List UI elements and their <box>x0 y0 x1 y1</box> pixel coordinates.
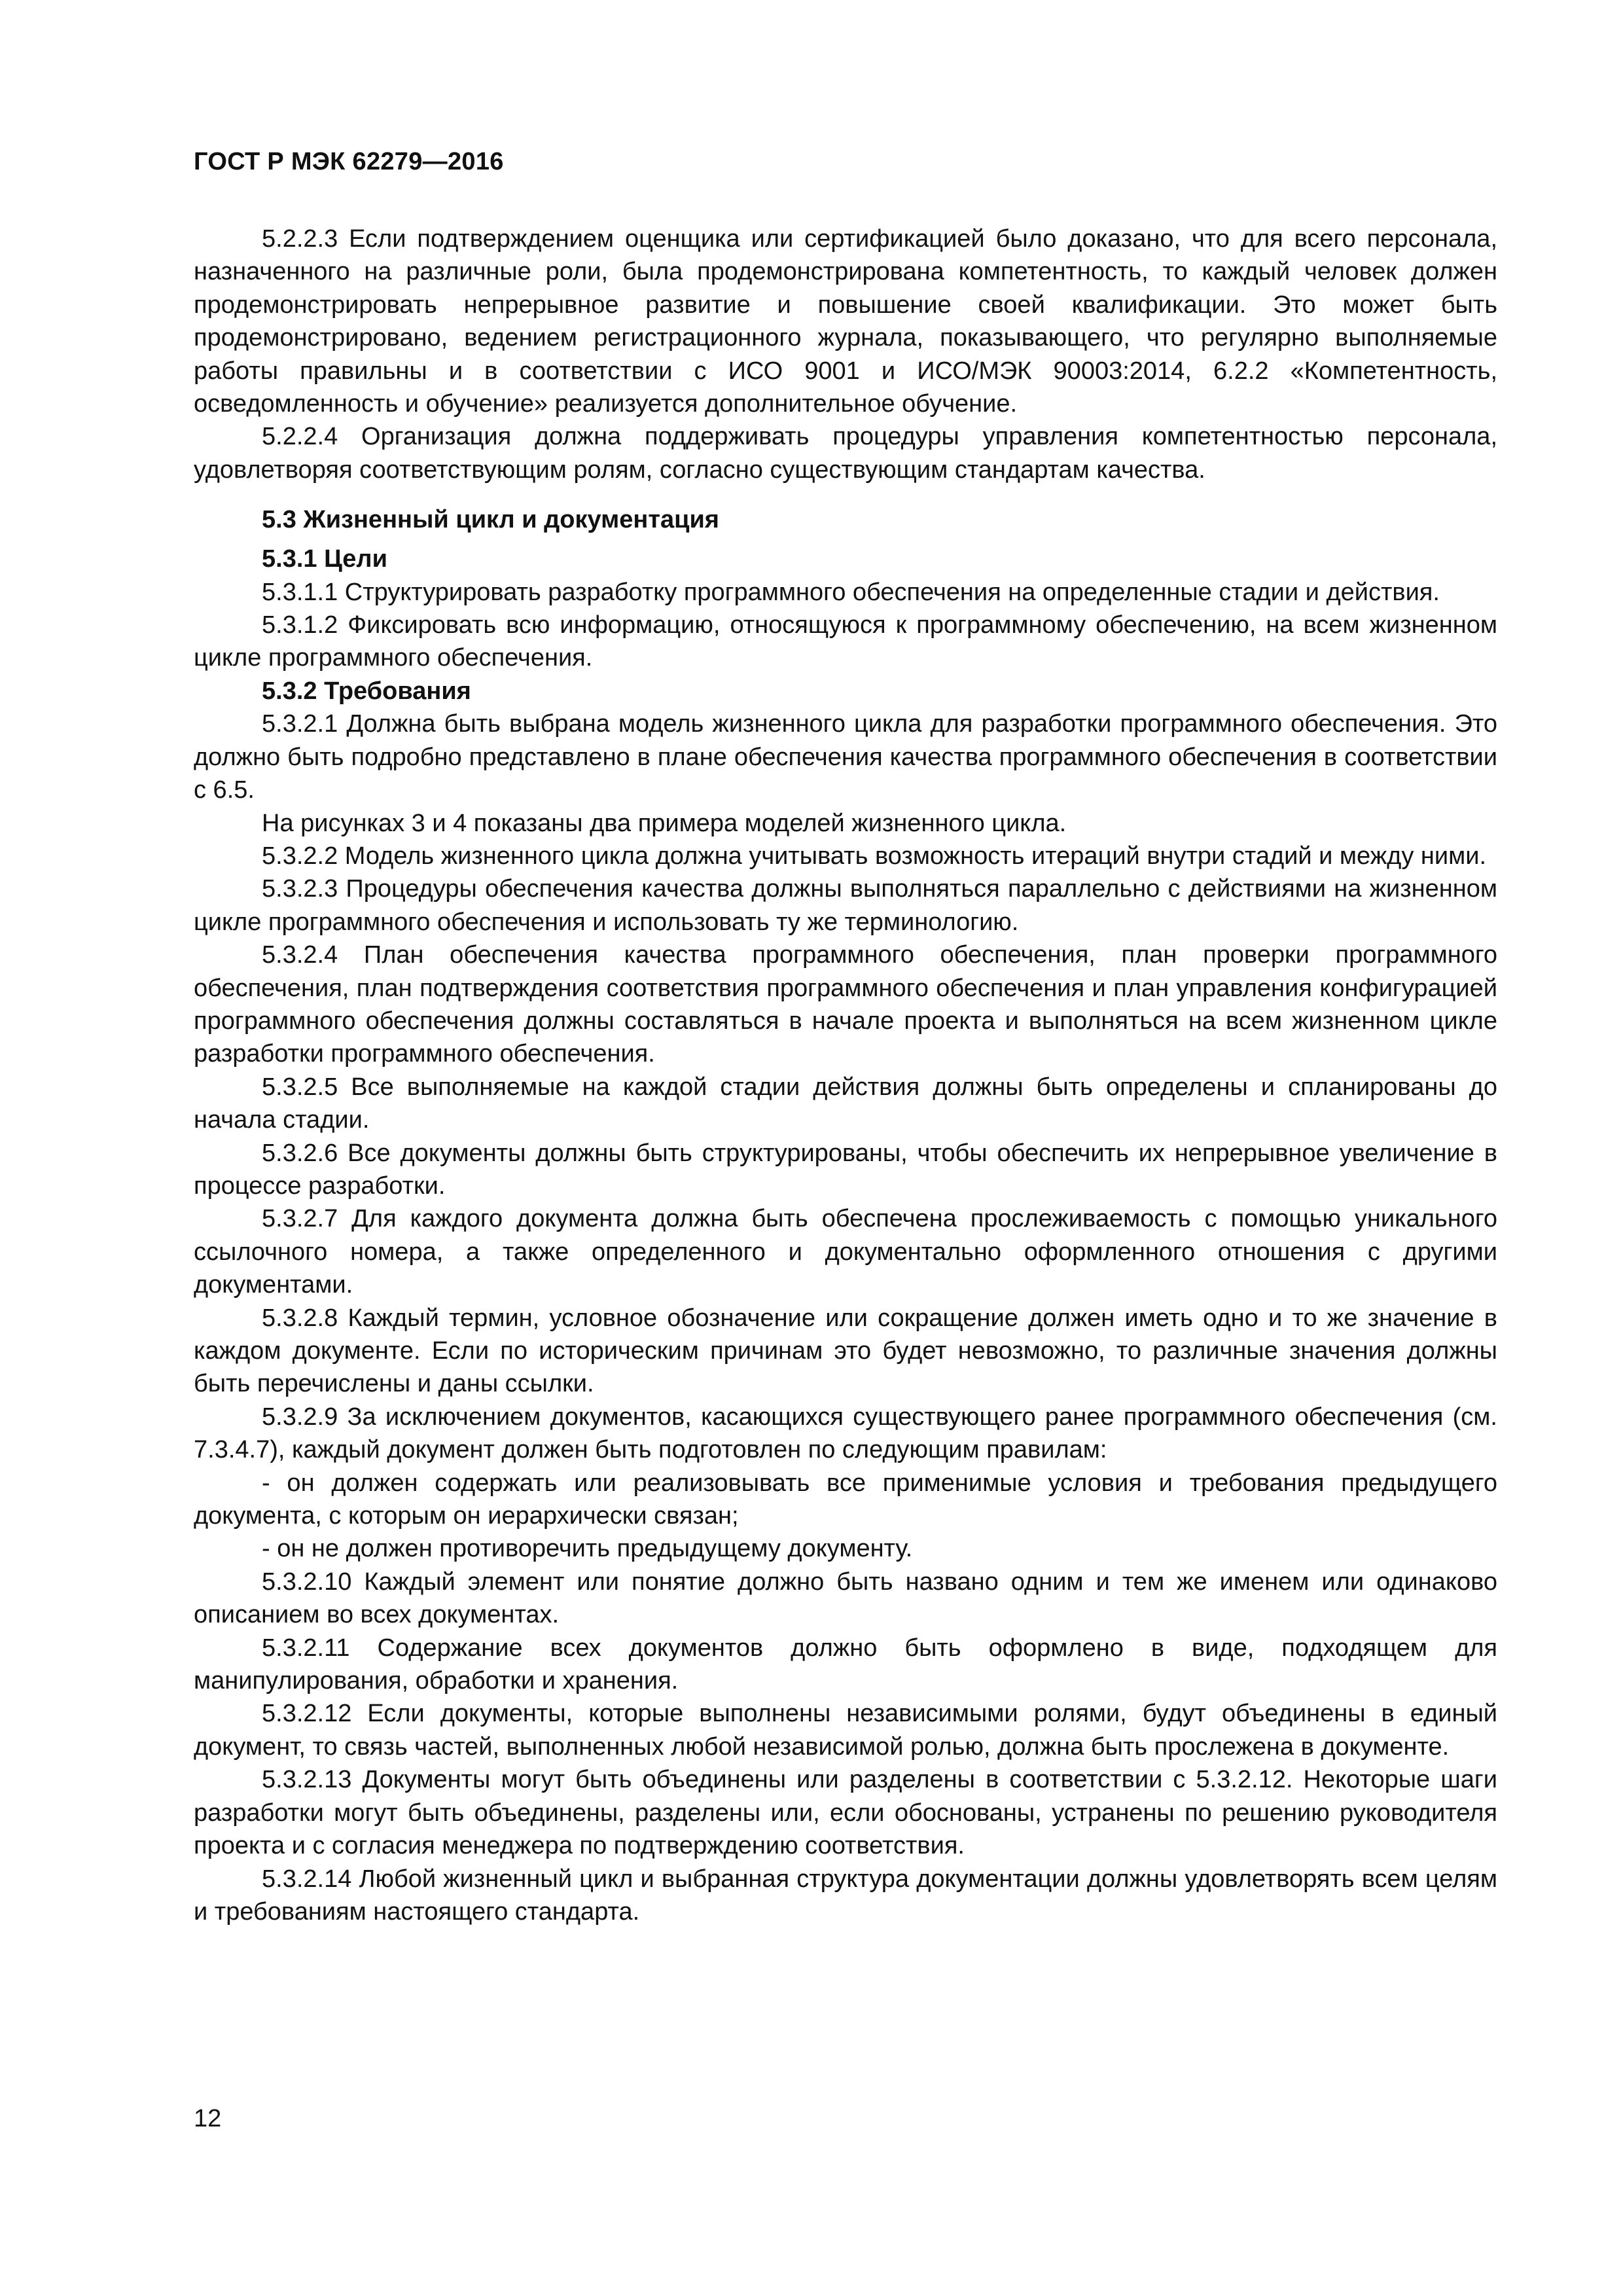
paragraph-5-3-1-1: 5.3.1.1 Структурировать разработку программного обеспечения на определенные стадии и действия. <box>262 578 1440 606</box>
paragraph-5-3-2-4: 5.3.2.4 План обеспечения качества программного обеспечения, план проверки программного обеспечения, план подтверждения соответствия программного обеспечения и план управления конфигурацией программного обеспечения должны составляться в начале проекта и выполняться на всем жизненном цикле разработки программного обеспечения. <box>194 941 1497 1068</box>
paragraph-5-3-2-8: 5.3.2.8 Каждый термин, условное обозначение или сокращение должен иметь одно и то же значение в каждом документе. Если по историческим причинам это будет невозможно, то различные значения должны быть перечислены и даны ссылки. <box>194 1304 1497 1398</box>
paragraph-5-3-2-10: 5.3.2.10 Каждый элемент или понятие должно быть названо одним и тем же именем или одинаково описанием во всех документах. <box>194 1568 1497 1629</box>
document-code-header: ГОСТ Р МЭК 62279—2016 <box>194 148 504 175</box>
paragraph-5-3-2-5: 5.3.2.5 Все выполняемые на каждой стадии действия должны быть определены и спланированы до начала стадии. <box>194 1073 1497 1134</box>
paragraph-5-3-2-12: 5.3.2.12 Если документы, которые выполнены независимыми ролями, будут объединены в единый документ, то связь частей, выполненных любой независимой ролью, должна быть прослежена в документе. <box>194 1700 1497 1761</box>
paragraph-5-3-2-11: 5.3.2.11 Содержание всех документов должно быть оформлено в виде, подходящем для манипулирования, обработки и хранения. <box>194 1634 1497 1695</box>
paragraph-5-3-2-6: 5.3.2.6 Все документы должны быть структурированы, чтобы обеспечить их непрерывное увеличение в процессе разработки. <box>194 1139 1497 1200</box>
page-number: 12 <box>194 2105 222 2132</box>
paragraph-5-3-2-9: 5.3.2.9 За исключением документов, касающихся существующего ранее программного обеспечения (см. 7.3.4.7), каждый документ должен быть подготовлен по следующим правилам: <box>194 1403 1497 1464</box>
paragraph-5-3-2-3: 5.3.2.3 Процедуры обеспечения качества должны выполняться параллельно с действиями на жизненном цикле программного обеспечения и использовать ту же терминологию. <box>194 875 1497 936</box>
section-heading-5-3: 5.3 Жизненный цикл и документация <box>262 506 719 534</box>
paragraph-5-3-2-7: 5.3.2.7 Для каждого документа должна быть обеспечена прослеживаемость с помощью уникального ссылочного номера, а также определенного и документально оформленного отношения с другими документами. <box>194 1205 1497 1299</box>
paragraph-5-3-2-13: 5.3.2.13 Документы могут быть объединены или разделены в соответствии с 5.3.2.12. Некоторые шаги разработки могут быть объединены, разделены или, если обоснованы, устранены по решению руководителя проекта и с согласия менеджера по подтверждению соответствия. <box>194 1766 1497 1860</box>
paragraph-5-3-2-2: 5.3.2.2 Модель жизненного цикла должна учитывать возможность итераций внутри стадий и между ними. <box>262 842 1487 870</box>
list-item: - он должен содержать или реализовывать все применимые условия и требования предыдущего документа, с которым он иерархически связан; <box>194 1469 1497 1530</box>
paragraph-5-3-1-2: 5.3.1.2 Фиксировать всю информацию, относящуюся к программному обеспечению, на всем жизненном цикле программного обеспечения. <box>194 611 1497 672</box>
subsection-heading-5-3-2: 5.3.2 Требования <box>262 677 471 705</box>
paragraph-5-3-2-1: 5.3.2.1 Должна быть выбрана модель жизненного цикла для разработки программного обеспечения. Это должно быть подробно представлено в плане обеспечения качества программного обеспечения в соответствии с 6.5. <box>194 710 1497 804</box>
paragraph-5-3-2-14: 5.3.2.14 Любой жизненный цикл и выбранная структура документации должны удовлетворять всем целям и требованиям настоящего стандарта. <box>194 1865 1497 1926</box>
subsection-heading-5-3-1: 5.3.1 Цели <box>262 545 387 573</box>
paragraph-5-2-2-3: 5.2.2.3 Если подтверждением оценщика или сертификацией было доказано, что для всего персонала, назначенного на различные роли, была продемонстрирована компетентность, то каждый человек должен продемонстрировать непрерывное развитие и повышение своей квалификации. Это может быть продемонстрировано, ведением регистрационного журнала, показывающего, что регулярно выполняемые работы правильны и в соответствии с ИСО 9001 и ИСО/МЭК 90003:2014, 6.2.2 «Компетентность, осведомленность и обучение» реализуется дополнительное обучение. <box>194 225 1497 418</box>
paragraph-5-2-2-4: 5.2.2.4 Организация должна поддерживать процедуры управления компетентностью персонала, удовлетворяя соответствующим ролям, согласно существующим стандартам качества. <box>194 423 1497 484</box>
paragraph-figure-note: На рисунках 3 и 4 показаны два примера моделей жизненного цикла. <box>262 809 1067 837</box>
list-item: - он не должен противоречить предыдущему документу. <box>262 1535 913 1563</box>
document-body <box>194 223 1497 1928</box>
